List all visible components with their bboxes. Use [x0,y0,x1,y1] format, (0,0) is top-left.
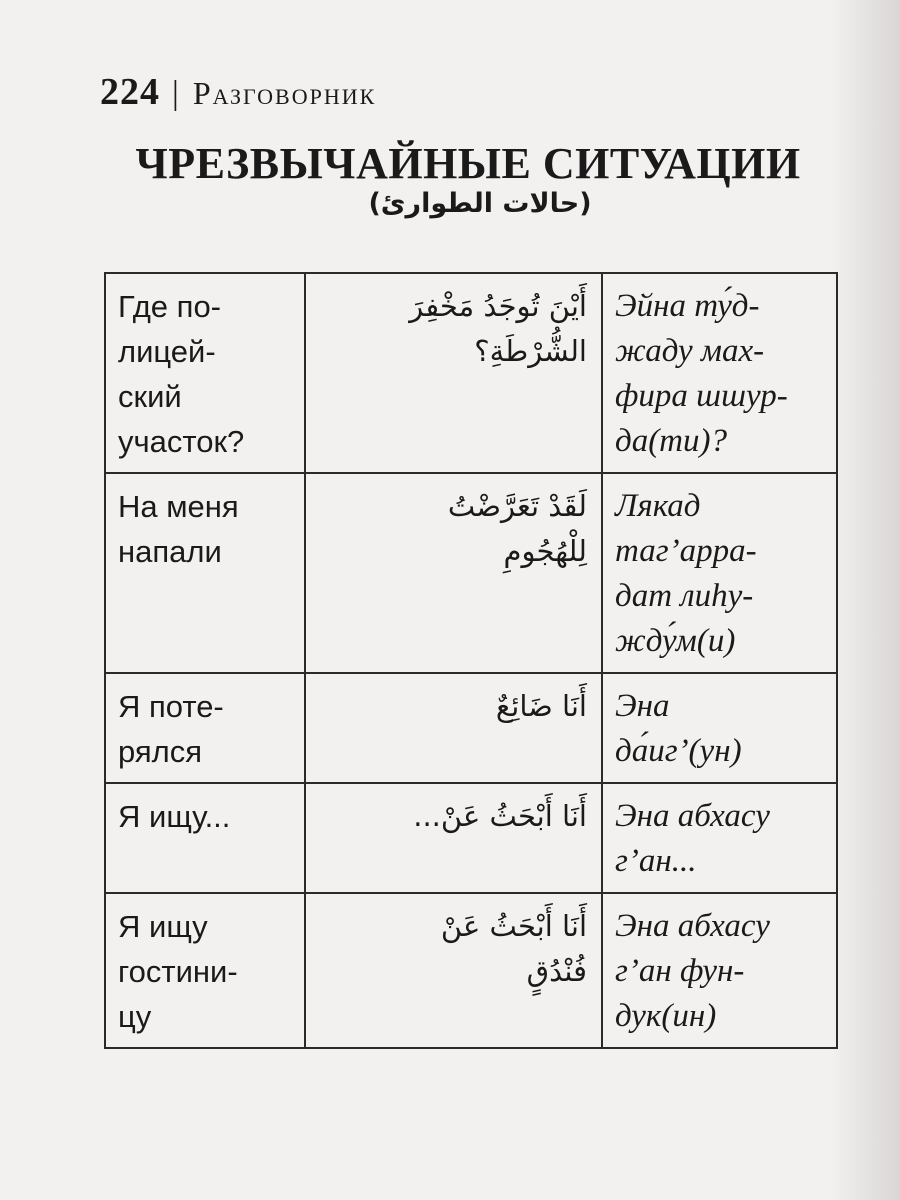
transliteration: Эйна ту́д- жаду мах- фира шшур- да(ти)? [615,288,788,459]
arabic-phrase: أَنَا ضَائِعٌ [495,689,587,723]
russian-cell [105,673,305,783]
chapter-title: ЧРЕЗВЫЧАЙНЫЕ СИТУАЦИИ [135,139,801,188]
russian-cell [105,783,305,893]
transliteration-cell [602,473,837,673]
arabic-cell [305,783,602,893]
phrase-row [105,783,837,893]
transliteration: Лякад таг’арра- дат лиһу- жду́м(и) [615,488,757,659]
transliteration-cell [602,893,837,1048]
section-title: Разговорник [192,75,377,111]
arabic-cell [305,473,602,673]
phrase-row [105,893,837,1048]
phrase-row [105,673,837,783]
arabic-phrase: أَنَا أَبْحَثُ عَنْ فُنْدُقٍ [440,909,587,988]
russian-phrase: Я поте- рялся [118,689,224,769]
arabic-phrase: لَقَدْ تَعَرَّضْتُ لِلْهُجُومِ [447,489,587,568]
phrase-table [104,272,838,1049]
transliteration: Эна да́иг’(ун) [615,688,742,769]
russian-cell [105,273,305,473]
transliteration-cell [602,273,837,473]
transliteration-cell [602,783,837,893]
russian-cell [105,473,305,673]
transliteration: Эна абхасу г’ан... [615,798,770,879]
header-separator: | [172,75,179,112]
phrase-row [105,273,837,473]
arabic-cell [305,673,602,783]
russian-cell [105,893,305,1048]
russian-phrase: На меня напали [118,489,239,569]
russian-phrase: Я ищу... [118,799,231,834]
arabic-cell [305,273,602,473]
page-number: 224 [100,71,160,113]
transliteration-cell [602,673,837,783]
arabic-phrase: أَيْنَ تُوجَدُ مَخْفِرَ الشُّرْطَةِ؟ [409,289,587,368]
chapter-title-arabic: (حالات الطوارئ) [368,188,592,219]
russian-phrase: Где по- лицей- ский участок? [118,289,245,459]
arabic-phrase: أَنَا أَبْحَثُ عَنْ... [413,799,587,833]
russian-phrase: Я ищу гостини- цу [118,909,238,1034]
running-header [100,70,376,114]
phrase-row [105,473,837,673]
transliteration: Эна абхасу г’ан фун- дук(ин) [615,908,770,1034]
arabic-cell [305,893,602,1048]
